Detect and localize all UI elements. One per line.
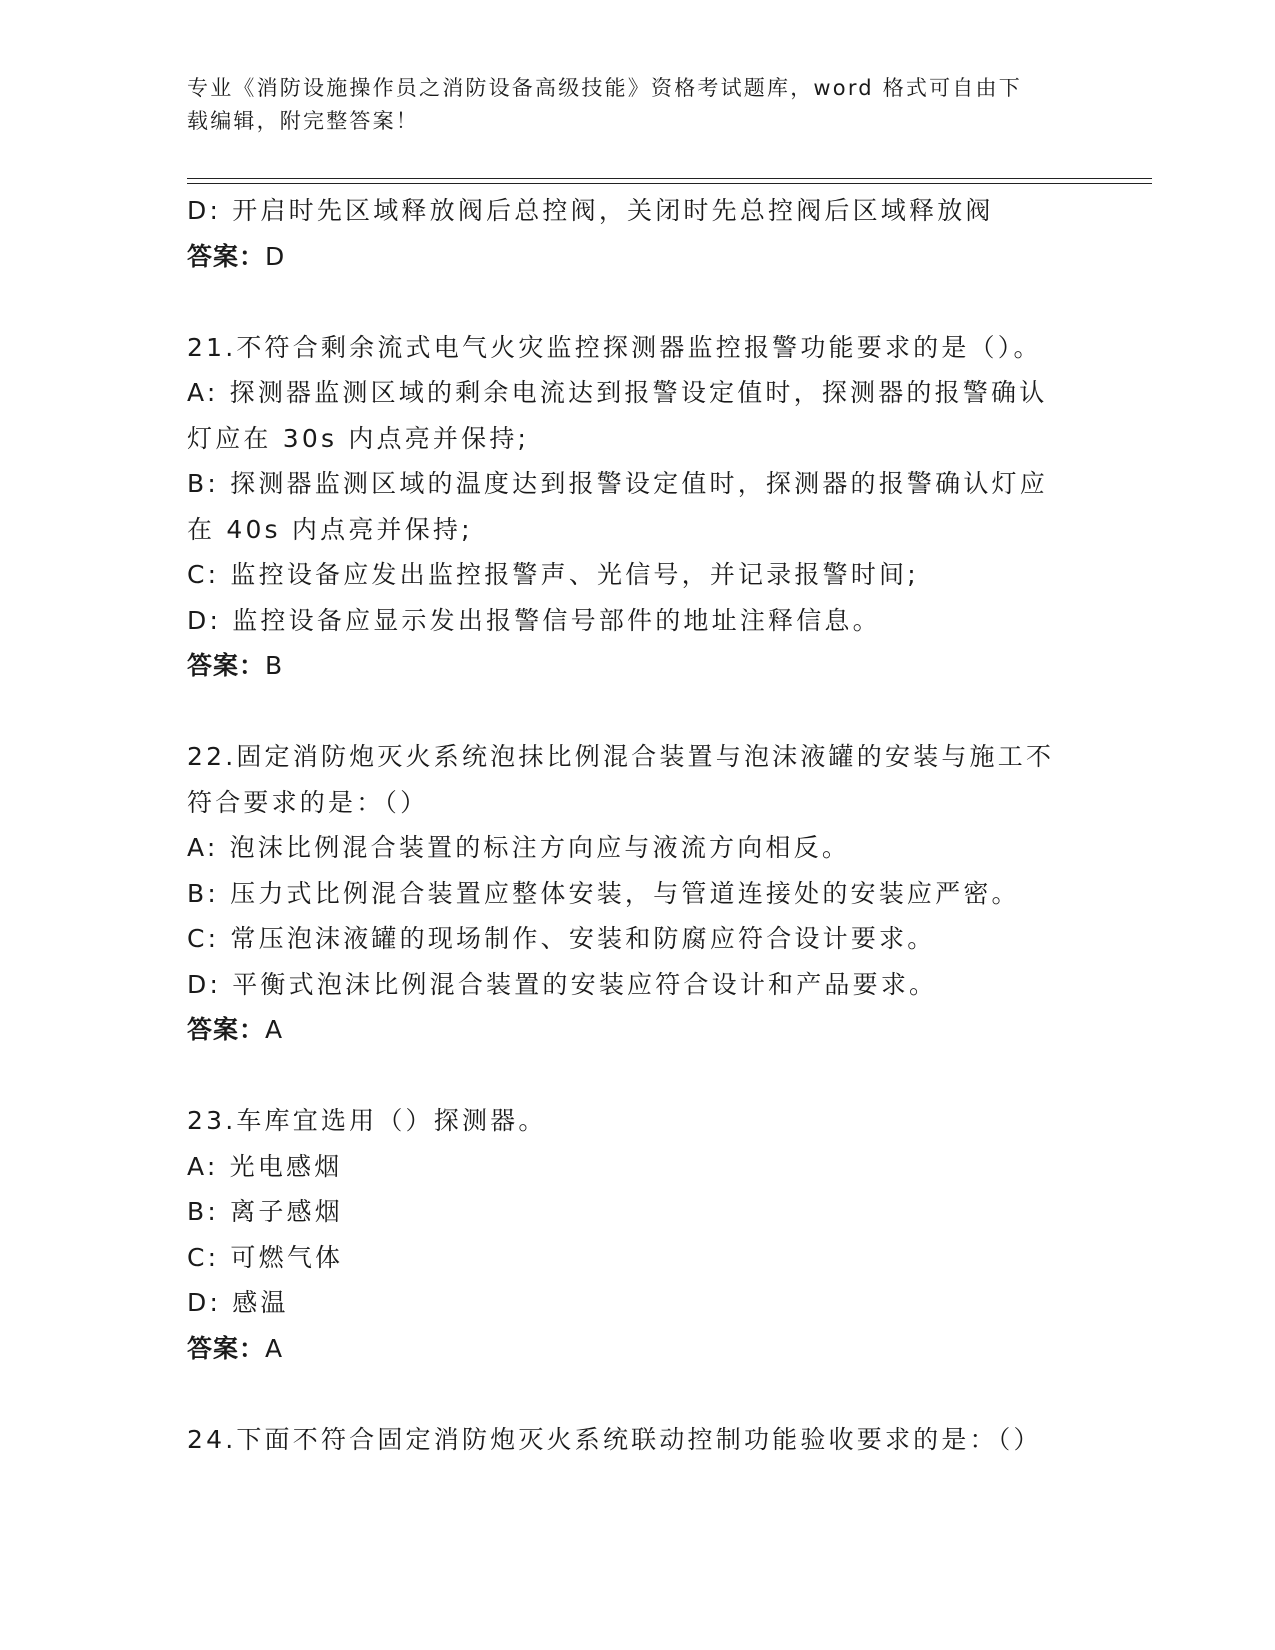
document-header: [187, 72, 1087, 138]
option-c: C: 常压泡沫液罐的现场制作、安装和防腐应符合设计要求。: [187, 924, 936, 953]
question-22: [187, 734, 1087, 1053]
header-divider-top: [187, 178, 1152, 179]
question-list: [187, 188, 1087, 1462]
option-a: A: 泡沫比例混合装置的标注方向应与液流方向相反。: [187, 833, 851, 862]
option-d: D: 平衡式泡沫比例混合装置的安装应符合设计和产品要求。: [187, 969, 938, 999]
option-b-cont: 在 40s 内点亮并保持;: [187, 514, 473, 544]
answer-label: 答案：: [187, 1333, 266, 1363]
question-21: [187, 325, 1087, 689]
question-stem: 23.车库宜选用（）探测器。: [187, 1106, 547, 1135]
question-stem: 21.不符合剩余流式电气火灾监控探测器监控报警功能要求的是（）。: [187, 332, 1042, 362]
answer-label: 答案：: [187, 1015, 266, 1044]
option-d: D: 开启时先区域释放阀后总控阀，关闭时先总控阀后区域释放阀: [187, 196, 994, 225]
question-24-stem: 24.下面不符合固定消防炮灭火系统联动控制功能验收要求的是：（）: [187, 1424, 1042, 1454]
answer-line: [187, 643, 1087, 689]
answer-label: 答案：: [187, 651, 266, 680]
answer-line: [187, 1007, 1087, 1053]
header-line-2: 载编辑，附完整答案！: [187, 109, 419, 133]
question-stem-cont: 符合要求的是：（）: [187, 787, 429, 817]
option-c: C: 监控设备应发出监控报警声、光信号，并记录报警时间;: [187, 560, 919, 589]
option-b: B: 探测器监测区域的温度达到报警设定值时，探测器的报警确认灯应: [187, 469, 1048, 498]
option-b: B: 压力式比例混合装置应整体安装，与管道连接处的安装应严密。: [187, 878, 1020, 908]
header-divider-bottom: [187, 183, 1152, 184]
option-a-cont: 灯应在 30s 内点亮并保持;: [187, 423, 530, 453]
answer-value: A: [265, 1333, 284, 1363]
option-d: D: 感温: [187, 1288, 289, 1317]
answer-line: [187, 234, 1087, 280]
answer-value: D: [265, 241, 286, 271]
header-line-1: 专业《消防设施操作员之消防设备高级技能》资格考试题库，word 格式可自由下: [187, 76, 1022, 100]
option-d: D: 监控设备应显示发出报警信号部件的地址注释信息。: [187, 605, 881, 635]
option-a: A: 探测器监测区域的剩余电流达到报警设定值时，探测器的报警确认: [187, 378, 1048, 407]
option-a: A: 光电感烟: [187, 1151, 343, 1181]
question-23: [187, 1098, 1087, 1371]
option-b: B: 离子感烟: [187, 1197, 343, 1226]
question-stem: 22.固定消防炮灭火系统泡抹比例混合装置与泡沫液罐的安装与施工不: [187, 742, 1055, 771]
answer-value: B: [265, 651, 284, 680]
answer-line: [187, 1326, 1087, 1372]
answer-label: 答案：: [187, 241, 266, 271]
answer-value: A: [265, 1015, 284, 1044]
option-c: C: 可燃气体: [187, 1242, 344, 1272]
